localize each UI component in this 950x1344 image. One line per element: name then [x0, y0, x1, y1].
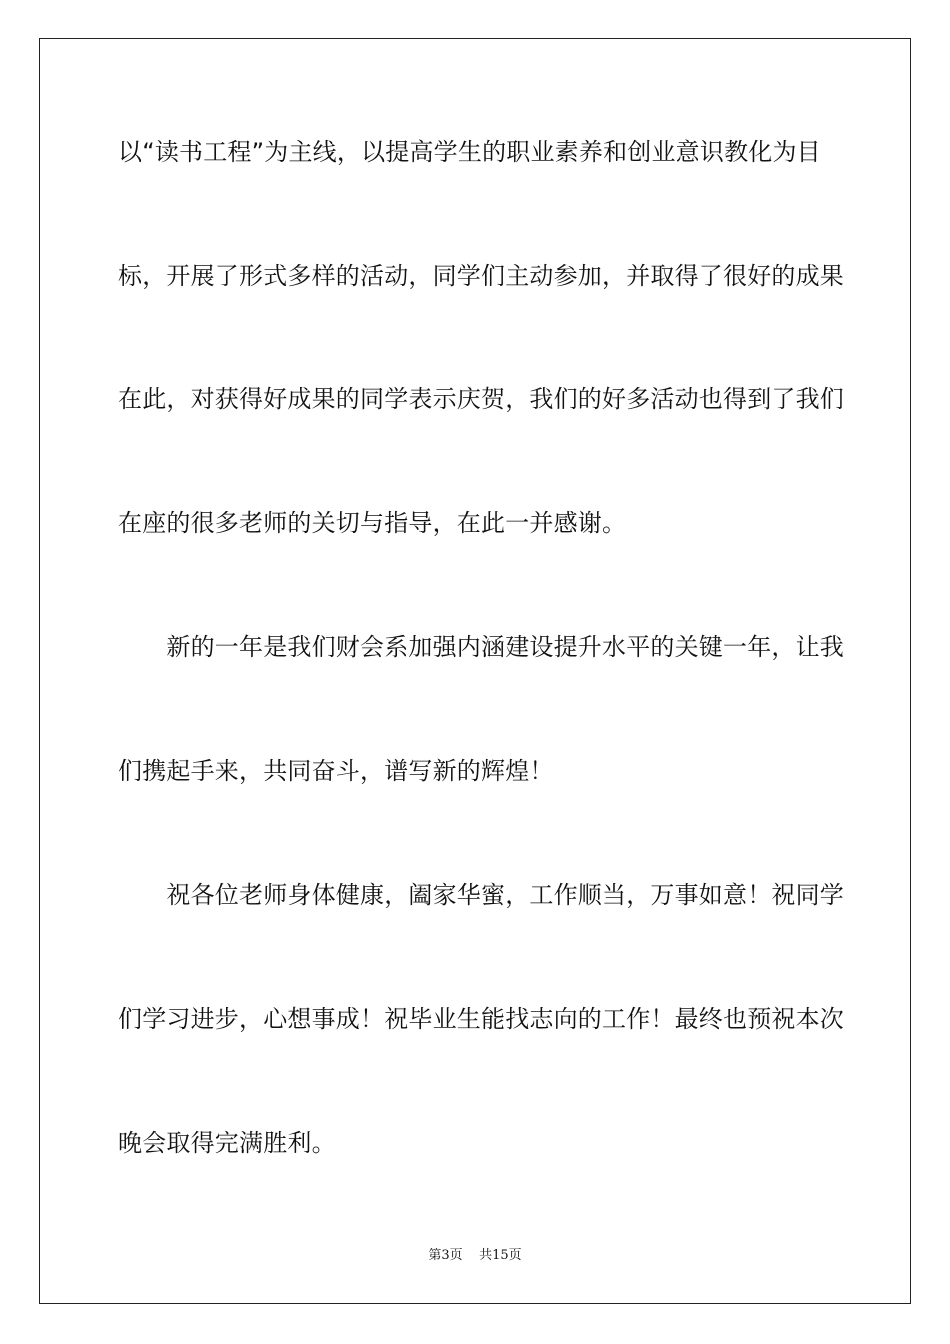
text-line: 祝各位老师身体健康，阖家华蜜，工作顺当，万事如意！祝同学 — [118, 881, 844, 909]
text-line: 标，开展了形式多样的活动，同学们主动参加，并取得了很好的成果 — [118, 262, 844, 290]
text-line: 们携起手来，共同奋斗，谱写新的辉煌！ — [118, 757, 554, 785]
page-footer — [0, 1247, 950, 1265]
text-line: 新的一年是我们财会系加强内涵建设提升水平的关键一年，让我 — [118, 633, 844, 661]
text-line: 们学习进步，心想事成！祝毕业生能找志向的工作！最终也预祝本次 — [118, 1005, 844, 1033]
text-line: 在此，对获得好成果的同学表示庆贺，我们的好多活动也得到了我们 — [118, 385, 844, 413]
text-line: 以“读书工程”为主线，以提高学生的职业素养和创业意识教化为目 — [118, 138, 821, 166]
text-line: 在座的很多老师的关切与指导，在此一并感谢。 — [118, 509, 627, 537]
page-total: 共15页 — [479, 1248, 522, 1263]
page-border — [39, 38, 911, 1304]
text-line: 晚会取得完满胜利。 — [118, 1129, 336, 1157]
page-number: 第3页 — [428, 1248, 463, 1263]
